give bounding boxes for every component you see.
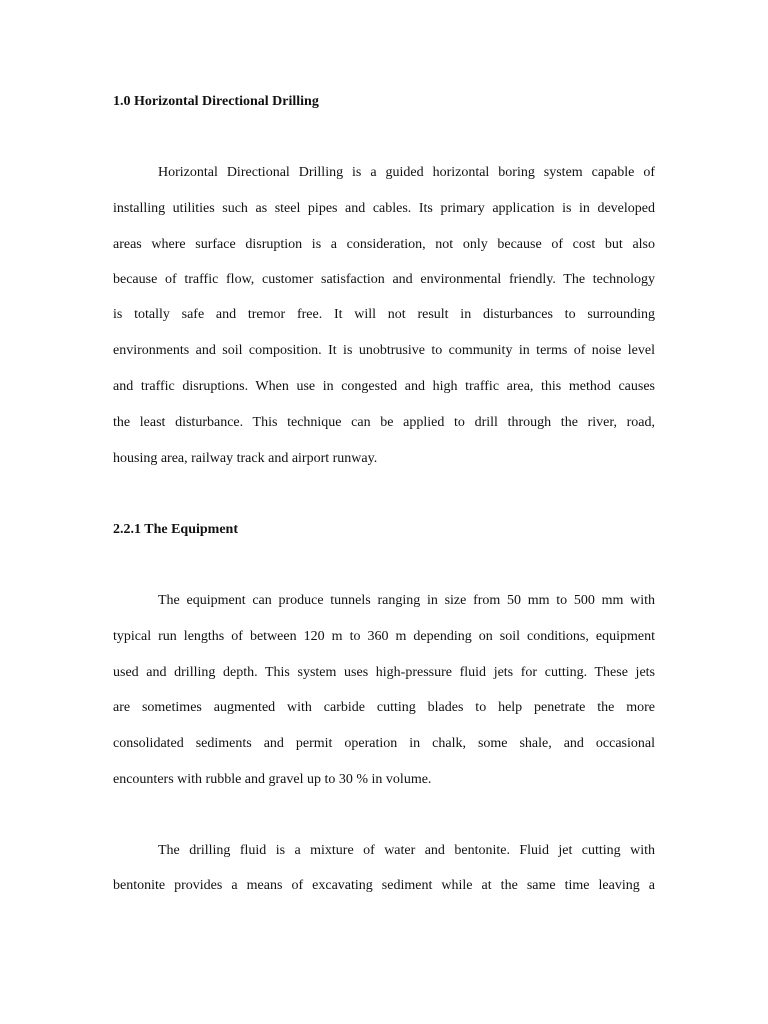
- paragraph-line: typical run lengths of between 120 m to 360 m depending on soil conditions, equipment: [113, 629, 655, 644]
- section-heading-hdd: 1.0 Horizontal Directional Drilling: [113, 94, 319, 109]
- paragraph-line: the least disturbance. This technique can be applied to drill through the river, road,: [113, 415, 655, 430]
- paragraph-line: because of traffic flow, customer satisfaction and environmental friendly. The technology: [113, 272, 655, 287]
- paragraph-line: The drilling fluid is a mixture of water and bentonite. Fluid jet cutting with: [158, 843, 655, 858]
- paragraph-line: is totally safe and tremor free. It will not result in disturbances to surrounding: [113, 307, 655, 322]
- paragraph-line: Horizontal Directional Drilling is a guided horizontal boring system capable of: [158, 165, 655, 180]
- paragraph-line: bentonite provides a means of excavating sediment while at the same time leaving a: [113, 878, 655, 893]
- paragraph-line: used and drilling depth. This system uses high-pressure fluid jets for cutting. These jets: [113, 665, 655, 680]
- paragraph-line: are sometimes augmented with carbide cutting blades to help penetrate the more: [113, 700, 655, 715]
- paragraph-line: encounters with rubble and gravel up to 30 % in volume.: [113, 772, 432, 787]
- section-heading-equipment: 2.2.1 The Equipment: [113, 522, 238, 537]
- paragraph-line: areas where surface disruption is a consideration, not only because of cost but also: [113, 237, 655, 252]
- paragraph-line: installing utilities such as steel pipes and cables. Its primary application is in developed: [113, 201, 655, 216]
- paragraph-line: housing area, railway track and airport runway.: [113, 451, 378, 466]
- paragraph-line: environments and soil composition. It is unobtrusive to community in terms of noise level: [113, 343, 655, 358]
- paragraph-line: The equipment can produce tunnels ranging in size from 50 mm to 500 mm with: [158, 593, 655, 608]
- paragraph-line: consolidated sediments and permit operation in chalk, some shale, and occasional: [113, 736, 655, 751]
- paragraph-line: and traffic disruptions. When use in congested and high traffic area, this method causes: [113, 379, 655, 394]
